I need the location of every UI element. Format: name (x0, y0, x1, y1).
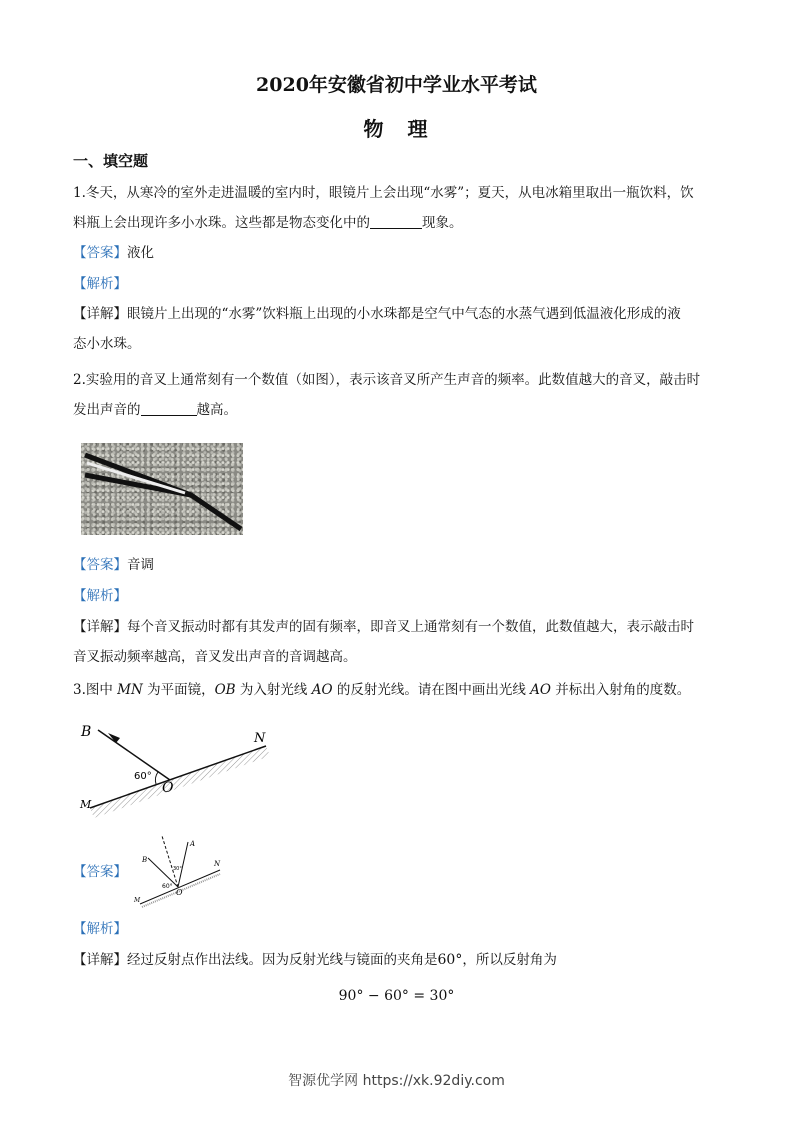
q1-stem (73, 178, 725, 238)
q1-blank (370, 214, 422, 229)
q3-stem (73, 675, 725, 705)
q3-ao: AO (311, 682, 333, 698)
answer-label-b: B (142, 856, 148, 864)
mirror-line (90, 746, 266, 808)
label-o: O (162, 780, 174, 796)
q2-detail-2: 音叉振动频率越高，音叉发出声音的音调越高。 (73, 649, 357, 665)
q2-answer-text: 音调 (127, 557, 154, 573)
q2-detail (73, 612, 725, 672)
q1-answer (73, 238, 725, 268)
footer-watermark: 智源优学网 https://xk.92diy.com (288, 1073, 505, 1089)
q3-text-c: 为入射光线 (235, 682, 312, 698)
q1-detail (73, 299, 725, 359)
q3-mn: MN (117, 682, 143, 698)
q1-detail-1: 眼镜片上出现的“水雾”饮料瓶上出现的小水珠都是空气中气态的水蒸气遇到低温液化形成的液 (127, 306, 681, 322)
q2-stem (73, 365, 725, 425)
answer-ray-ao (178, 842, 188, 887)
q3-answer-tag (73, 857, 133, 887)
subject-title (0, 113, 793, 142)
answer-label-angle: 60° (162, 883, 173, 890)
mirror-diagram (76, 718, 276, 828)
detail-tag: 【详解】 (73, 619, 127, 635)
q2-line2-a: 发出声音的 (73, 402, 141, 418)
q1-line1: 1.冬天，从寒冷的室外走进温暖的室内时，眼镜片上会出现“水雾”；夏天，从电冰箱里取出一瓶饮料，饮 (73, 185, 694, 201)
q3-detail-angle: 60° (437, 952, 463, 968)
q1-line2-a: 料瓶上会出现许多小水珠。这些都是物态变化中的 (73, 215, 370, 231)
label-angle: 60° (134, 771, 152, 782)
q3-analysis (73, 914, 725, 944)
q2-blank (141, 401, 197, 416)
q3-text-a: 3.图中 (73, 682, 118, 698)
equation-text: 90° − 60° = 30° (338, 988, 455, 1004)
q3-ob: OB (214, 682, 236, 698)
q1-line2 (73, 208, 725, 238)
q3-equation (0, 985, 793, 1004)
angle-arc (155, 772, 158, 784)
analysis-tag: 【解析】 (73, 276, 127, 292)
answer-diagram (132, 832, 224, 910)
answer-label-angle2: 30° (173, 866, 182, 872)
label-n: N (254, 731, 266, 746)
analysis-tag: 【解析】 (73, 588, 127, 604)
q3-text-d: 的反射光线。请在图中画出光线 (332, 682, 531, 698)
section-heading: 一、填空题 (73, 152, 149, 170)
answer-mirror (140, 870, 220, 904)
q1-answer-text: 液化 (127, 245, 154, 261)
q3-detail-1: 经过反射点作出法线。因为反射光线与镜面的夹角是 (127, 952, 438, 968)
q3-detail-end: ，所以反射角为 (462, 952, 557, 968)
q2-line2 (73, 395, 725, 425)
answer-label-n: N (214, 860, 221, 868)
label-b: B (81, 724, 92, 740)
q2-detail-1: 每个音叉振动时都有其发声的固有频率，即音叉上通常刻有一个数值，此数值越大，表示敲击时 (127, 619, 694, 635)
answer-label-o: O (176, 888, 183, 897)
subject-char-2: 理 (407, 117, 430, 141)
q3-ao2: AO (530, 682, 551, 698)
answer-label-a: A (190, 840, 196, 848)
q2-answer (73, 550, 725, 580)
subject-char-1: 物 (363, 117, 386, 141)
q2-line1: 2.实验用的音叉上通常刻有一个数值（如图），表示该音叉所产生声音的频率。此数值越大的音叉，敲击时 (73, 372, 701, 388)
q2-analysis (73, 581, 725, 611)
q1-analysis (73, 269, 725, 299)
q1-line2-b: 现象。 (422, 215, 463, 231)
analysis-tag: 【解析】 (73, 921, 127, 937)
answer-tag: 【答案】 (73, 245, 127, 261)
label-m: M (80, 798, 92, 811)
answer-tag: 【答案】 (73, 864, 127, 880)
detail-tag: 【详解】 (73, 952, 127, 968)
tuning-fork-icon (81, 443, 243, 535)
tuning-fork-photo (81, 443, 243, 535)
q3-detail (73, 945, 725, 975)
detail-tag: 【详解】 (73, 306, 127, 322)
answer-label-m: M (134, 897, 141, 904)
q1-detail-2: 态小水珠。 (73, 336, 141, 352)
q3-text-b: 为平面镜， (142, 682, 215, 698)
q3-text-e: 并标出入射角的度数。 (550, 682, 691, 698)
answer-tag: 【答案】 (73, 557, 127, 573)
q2-line2-b: 越高。 (196, 402, 237, 418)
mirror-hatch (90, 746, 270, 818)
page-title: 2020年安徽省初中学业水平考试 (256, 74, 537, 96)
